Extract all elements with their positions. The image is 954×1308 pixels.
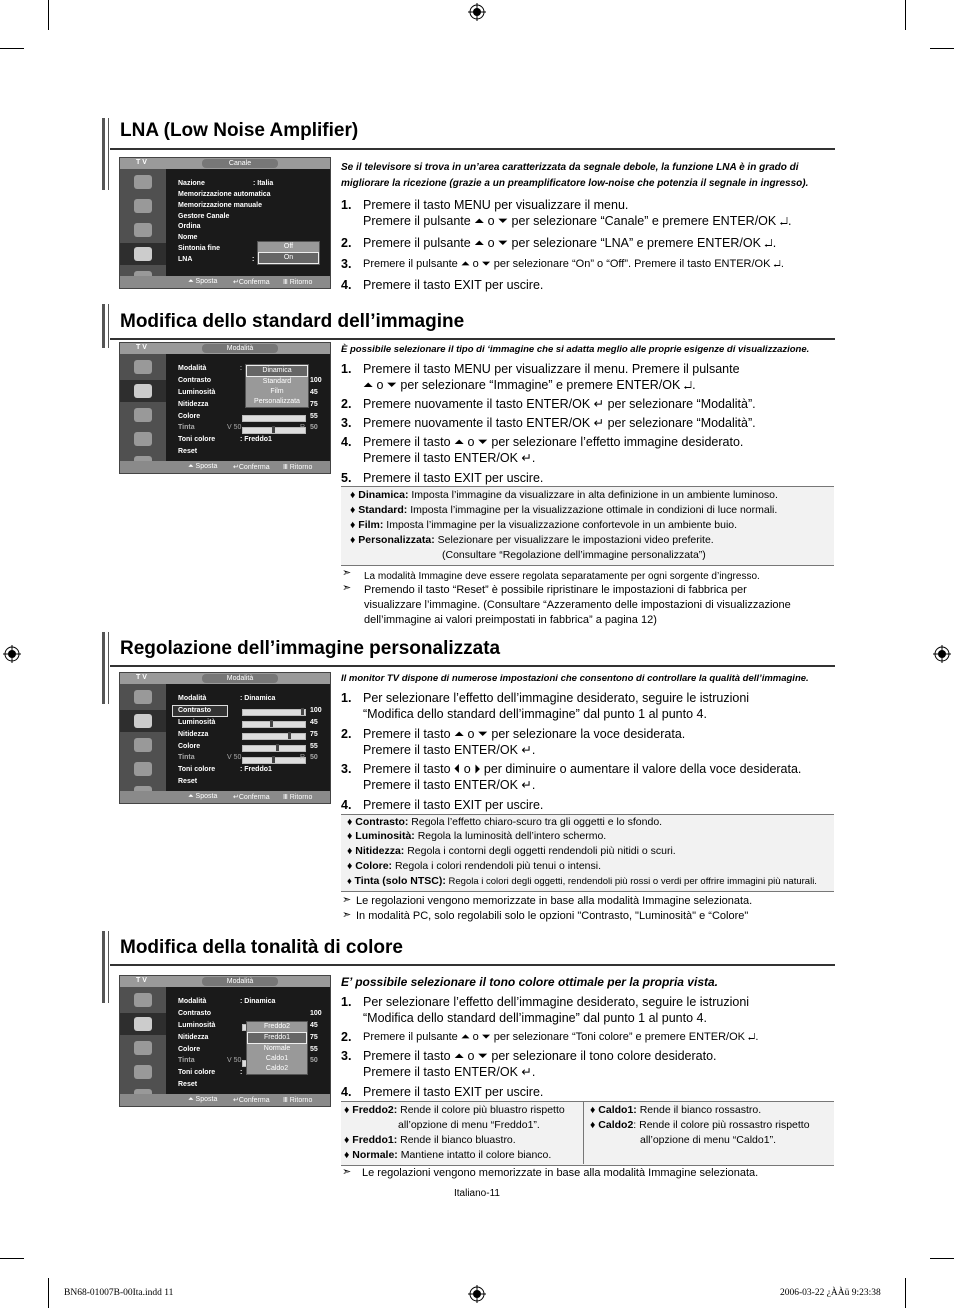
osd-row: Nazione	[178, 180, 205, 187]
note-text: Premendo il tasto “Reset” è possibile ripristinare le impostazioni di fabbrica per visualizzare l’immagine. (Consultare “Azzeramento delle impostazioni di visualizzazione dell’immagine ai valori preimpostati in fabbrica” a pagina 12)	[364, 584, 791, 626]
info-item: ♦ Personalizzata: Selezionare per visualizzare le impostazioni video preferite.	[350, 534, 714, 546]
input-icon	[134, 690, 152, 704]
section-rule	[110, 148, 835, 150]
note-arrow-icon: ➣	[342, 567, 352, 579]
osd-popup: Freddo2 Freddo1 Normale Caldo1 Caldo2	[246, 1021, 308, 1075]
info-item: ♦ Luminosità: Regola la luminosità dell’intero schermo.	[347, 830, 607, 842]
picture-icon	[134, 199, 152, 213]
info-item: ♦ Tinta (solo NTSC): Regola i colori degli oggetti, rendendoli più rossi o verdi per offrire immagini più naturali.	[347, 875, 817, 887]
info-item: ♦ Contrasto: Regola l’effetto chiaro-scuro tra gli oggetti e lo sfondo.	[347, 816, 663, 828]
note-arrow-icon: ➣	[342, 1166, 352, 1178]
osd-canale-menu: T V Canale Nazione : Italia Memorizzazione automatica Memorizzazione manuale Gestore Canale Ordina Nome Sintonia fine LNA : Off On ⏶ Sposta ↵Conferma Ⅲ Ritorno	[119, 157, 331, 289]
intro-text: È possibile selezionare il tipo di ‘immagine che si adatta meglio alle proprie esigenze di visualizzazione.	[341, 344, 810, 355]
section-title-lna: LNA (Low Noise Amplifier)	[120, 120, 359, 141]
crop-mark	[905, 0, 906, 30]
note-arrow-icon: ➣	[342, 909, 352, 921]
registration-mark-icon	[3, 645, 21, 663]
crop-mark	[48, 0, 49, 30]
osd-row: Gestore Canale	[178, 213, 230, 220]
osd-modalita-menu: T V Modalità Modalità : Contrasto Luminosità Nitidezza Colore Tinta Toni colore Reset V 50 : Freddo1 100 45 75 55 50 Dinamica Standard Film Personalizzata ⏶ Sposta ↵Conferma Ⅲ Ritorno	[119, 342, 331, 474]
info-item: ♦ Nitidezza: Regola i contorni degli oggetti rendendoli più nitidi o scuri.	[347, 845, 676, 857]
info-item: ♦ Standard: Imposta l’immagine per la visualizzazione ottimale in condizioni di luce normali.	[350, 504, 778, 516]
osd-popup: Off On	[257, 241, 320, 265]
section-title-personal: Regolazione dell’immagine personalizzata	[120, 638, 501, 659]
info-item: ♦ Dinamica: Imposta l’immagine da visualizzare in alta definizione in un ambiente luminoso.	[350, 489, 778, 501]
section-bar	[102, 931, 105, 1003]
registration-mark-icon	[933, 645, 951, 663]
osd-row: Memorizzazione manuale	[178, 202, 263, 209]
info-item: ♦ Colore: Regola i colori rendendoli più tenui o intensi.	[347, 860, 601, 872]
input-icon	[134, 993, 152, 1007]
channel-icon	[134, 432, 152, 446]
section-bar	[108, 304, 109, 348]
section-bar	[108, 118, 109, 190]
section-title-tone: Modifica della tonalità di colore	[120, 937, 403, 958]
picture-icon	[134, 1017, 152, 1031]
section-bar	[102, 632, 105, 704]
info-item: ♦ Freddo1: Rende il bianco bluastro.	[344, 1134, 516, 1146]
intro-text: Se il televisore si trova in un’area caratterizzata da segnale debole, la funzione LNA è in grado di migliorare la ricezione (grazie a un preamplificatore low-noise che potenzia il segnale in ingresso).	[341, 162, 809, 189]
info-item: (Consultare “Regolazione dell’immagine personalizzata”)	[442, 549, 706, 561]
section-rule	[110, 964, 835, 966]
osd-row: Memorizzazione automatica	[178, 191, 271, 198]
box-divider	[583, 1102, 584, 1164]
info-item: ♦ Freddo2: Rende il colore più bluastro rispetto	[344, 1104, 565, 1116]
osd-popup: Dinamica Standard Film Personalizzata	[245, 364, 309, 408]
crop-mark	[930, 48, 954, 49]
crop-mark	[905, 1278, 906, 1308]
section-rule	[110, 665, 835, 667]
picture-icon	[134, 714, 152, 728]
section-bar	[108, 632, 109, 704]
input-icon	[134, 175, 152, 189]
file-slug: BN68-01007B-00Ita.indd 11	[64, 1288, 174, 1298]
crop-mark	[48, 1278, 49, 1308]
osd-personal-menu: T V Modalità Modalità : Dinamica Contrasto Luminosità Nitidezza Colore Tinta Toni colore Reset V 50 R : Freddo1 100 45 75 55 50 ⏶ Sposta ↵Conferma Ⅲ Ritorno	[119, 672, 331, 804]
section-rule	[110, 338, 835, 340]
info-item: all’opzione di menu “Freddo1”.	[398, 1119, 540, 1131]
channel-icon	[134, 1065, 152, 1079]
osd-row: Sintonia fine	[178, 245, 220, 252]
intro-text: Il monitor TV dispone di numerose impostazioni che consentono di controllare la qualità dell’immagine.	[341, 673, 809, 684]
info-item: ♦ Normale: Mantiene intatto il colore bianco.	[344, 1149, 552, 1161]
sound-icon	[134, 1041, 152, 1055]
sound-icon	[134, 223, 152, 237]
section-title-standard: Modifica dello standard dell’immagine	[120, 311, 465, 332]
crop-mark	[930, 1258, 954, 1259]
date-slug: 2006-03-22 ¿ÀÀü 9:23:38	[780, 1288, 881, 1298]
osd-row: LNA	[178, 256, 193, 263]
osd-row: Ordina	[178, 223, 201, 230]
section-bar	[102, 304, 105, 348]
intro-text: E’ possibile selezionare il tono colore ottimale per la propria vista.	[341, 975, 718, 989]
picture-icon	[134, 384, 152, 398]
note-text: Le regolazioni vengono memorizzate in base alla modalità Immagine selezionata.	[356, 895, 753, 907]
sound-icon	[134, 408, 152, 422]
section-bar	[102, 118, 105, 190]
registration-mark-icon	[468, 3, 486, 21]
note-arrow-icon: ➣	[342, 582, 352, 594]
osd-title: Canale	[202, 159, 278, 168]
info-item: all’opzione di menu “Caldo1”.	[640, 1134, 776, 1146]
input-icon	[134, 360, 152, 374]
info-item: ♦ Film: Imposta l’immagine per la visualizzazione confortevole in un ambiente buio.	[350, 519, 738, 531]
sound-icon	[134, 738, 152, 752]
note-text: In modalità PC, solo regolabili solo le opzioni "Contrasto, "Luminosità" e “Colore"	[356, 910, 749, 922]
registration-mark-icon	[468, 1285, 486, 1303]
osd-tone-menu: T V Modalità Modalità : Dinamica Contrasto Luminosità Nitidezza Colore Tinta Toni colore Reset : V 50 100 45 75 55 50 Freddo2 Freddo1 Normale Caldo1 Caldo2 ⏶ Sposta ↵Conferma Ⅲ Ritorno	[119, 975, 331, 1107]
note-text: Le regolazioni vengono memorizzate in base alla modalità Immagine selezionata.	[362, 1167, 759, 1179]
crop-mark	[0, 48, 24, 49]
page-number: Italiano-11	[454, 1188, 500, 1199]
crop-mark	[0, 1258, 24, 1259]
osd-row: Nome	[178, 234, 198, 241]
info-item: ♦ Caldo1: Rende il bianco rossastro.	[590, 1104, 762, 1116]
section-bar	[108, 931, 109, 1003]
channel-icon	[134, 247, 152, 261]
note-arrow-icon: ➣	[342, 894, 352, 906]
note-text: La modalità Immagine deve essere regolata separatamente per ogni sorgente d’ingresso.	[364, 571, 760, 582]
channel-icon	[134, 762, 152, 776]
info-item: ♦ Caldo2: Rende il colore più rossastro rispetto	[590, 1119, 810, 1131]
